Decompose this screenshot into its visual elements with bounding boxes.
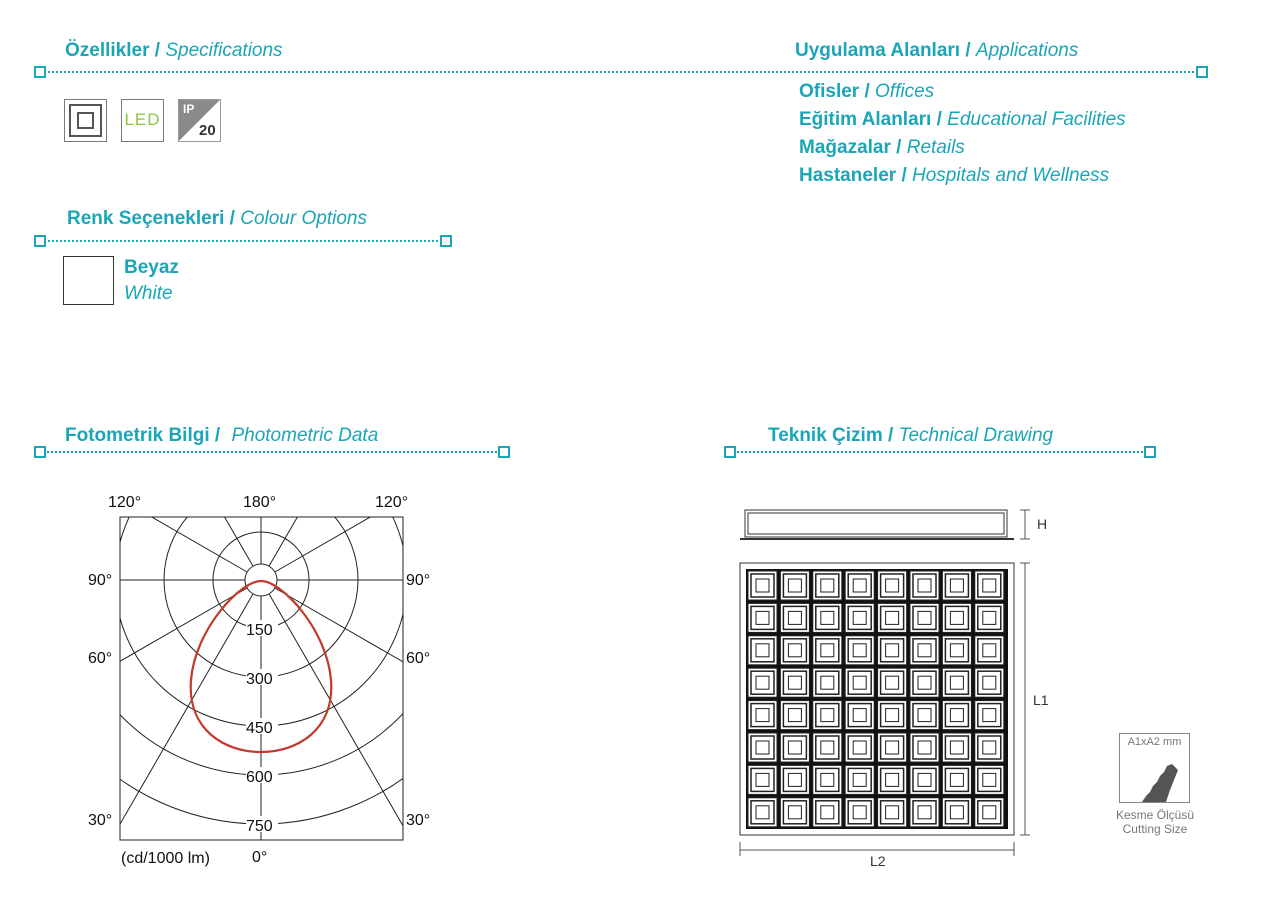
- photometric-title-en: Photometric Data: [231, 425, 379, 446]
- led-module: [942, 668, 971, 697]
- angle-label: 120°: [375, 494, 409, 511]
- led-module: [748, 668, 777, 697]
- colour-name-en: White: [124, 283, 173, 304]
- divider-end-square: [1144, 446, 1156, 458]
- led-module: [975, 603, 1004, 632]
- photometric-heading: [65, 425, 378, 447]
- led-module: [780, 571, 809, 600]
- led-module: [845, 571, 874, 600]
- angle-label: 90°: [88, 572, 113, 589]
- technical-heading: [768, 425, 1053, 447]
- dimension-l1: [1020, 563, 1030, 835]
- divider-end-square: [498, 446, 510, 458]
- led-module: [813, 701, 842, 730]
- led-module: [845, 765, 874, 794]
- led-module: [942, 603, 971, 632]
- polar-spoke: [180, 480, 253, 566]
- radial-label: 450: [246, 720, 273, 737]
- cutting-dims-label: A1xA2 mm: [1127, 736, 1182, 748]
- list-item: Mağazalar / Retails: [799, 137, 965, 158]
- led-module: [910, 668, 939, 697]
- led-module: [975, 798, 1004, 827]
- led-module: [910, 571, 939, 600]
- led-module: [780, 636, 809, 665]
- led-module: [910, 603, 939, 632]
- led-module: [845, 636, 874, 665]
- led-module: [942, 636, 971, 665]
- led-module: [942, 798, 971, 827]
- divider-end-square: [34, 66, 46, 78]
- cutting-size-tr: Kesme Ölçüsü: [1115, 808, 1195, 822]
- led-module: [845, 668, 874, 697]
- colour-name: [124, 255, 179, 307]
- side-view: [740, 510, 1014, 539]
- led-module: [878, 636, 907, 665]
- radial-label: 750: [246, 818, 273, 835]
- led-module: [975, 636, 1004, 665]
- led-module: [748, 571, 777, 600]
- colour-swatch-white: [63, 256, 114, 305]
- divider-end-square: [724, 446, 736, 458]
- radial-label: 150: [246, 622, 273, 639]
- unit-label: (cd/1000 lm): [121, 850, 210, 867]
- photometric-title-tr: Fotometrik Bilgi /: [65, 425, 221, 446]
- led-label: LED: [124, 110, 161, 129]
- led-module: [975, 701, 1004, 730]
- led-module: [910, 765, 939, 794]
- led-module: [748, 765, 777, 794]
- led-module: [748, 701, 777, 730]
- led-module: [780, 701, 809, 730]
- specifications-divider: [44, 71, 1194, 73]
- led-module: [975, 765, 1004, 794]
- colour-options-title-tr: Renk Seçenekleri /: [67, 208, 235, 229]
- radial-label: 600: [246, 769, 273, 786]
- angle-label: 180°: [243, 494, 277, 511]
- led-module: [975, 668, 1004, 697]
- led-module: [878, 733, 907, 762]
- technical-title-en: Technical Drawing: [898, 425, 1054, 446]
- led-module: [845, 603, 874, 632]
- led-module: [845, 701, 874, 730]
- dimension-label-l2: L2: [870, 853, 886, 869]
- technical-title-tr: Teknik Çizim /: [768, 425, 894, 446]
- applications-list: [799, 78, 1126, 190]
- polar-diagram: [0, 480, 500, 880]
- dimension-label-l1: L1: [1033, 692, 1049, 708]
- led-module: [878, 571, 907, 600]
- angle-label: 60°: [406, 650, 431, 667]
- ip20-icon: [178, 99, 221, 142]
- led-icon: [121, 99, 164, 142]
- applications-title-tr: Uygulama Alanları /: [795, 40, 971, 61]
- led-module: [878, 603, 907, 632]
- led-module: [910, 701, 939, 730]
- led-module: [845, 798, 874, 827]
- photometric-divider: [44, 451, 500, 453]
- led-module: [878, 668, 907, 697]
- divider-end-square: [34, 235, 46, 247]
- polar-spoke: [269, 594, 462, 880]
- led-module: [878, 798, 907, 827]
- led-module: [813, 603, 842, 632]
- top-view: [740, 563, 1014, 835]
- led-module: [780, 733, 809, 762]
- led-module: [910, 636, 939, 665]
- led-module: [910, 733, 939, 762]
- led-module: [878, 765, 907, 794]
- ip-value: 20: [199, 122, 216, 139]
- led-module: [748, 798, 777, 827]
- led-module: [748, 636, 777, 665]
- led-module: [942, 571, 971, 600]
- divider-end-square: [34, 446, 46, 458]
- angle-label: 60°: [88, 650, 113, 667]
- angle-label: 30°: [88, 812, 113, 829]
- angle-label: 90°: [406, 572, 431, 589]
- dimension-label-h: H: [1037, 516, 1048, 532]
- angle-label: 0°: [252, 849, 268, 866]
- colour-options-divider: [44, 240, 442, 242]
- led-module: [813, 571, 842, 600]
- divider-end-square: [440, 235, 452, 247]
- led-module: [813, 636, 842, 665]
- led-module: [942, 765, 971, 794]
- led-module: [942, 733, 971, 762]
- angle-label: 120°: [108, 494, 142, 511]
- led-module: [845, 733, 874, 762]
- specifications-heading: [65, 40, 283, 62]
- cutting-size-caption: [1104, 808, 1206, 836]
- dimension-h: [1020, 510, 1030, 539]
- led-module: [780, 765, 809, 794]
- led-module: [780, 603, 809, 632]
- list-item: Eğitim Alanları / Educational Facilities: [799, 109, 1126, 130]
- led-module: [910, 798, 939, 827]
- cutting-size-en: Cutting Size: [1122, 822, 1188, 836]
- led-module: [813, 733, 842, 762]
- list-item: Hastaneler / Hospitals and Wellness: [799, 165, 1110, 186]
- list-item: Ofisler / Offices: [799, 81, 935, 102]
- radial-label: 300: [246, 671, 273, 688]
- led-module: [975, 571, 1004, 600]
- cutting-size-icon: [1119, 733, 1190, 803]
- colour-options-title-en: Colour Options: [240, 208, 367, 229]
- led-module: [942, 701, 971, 730]
- applications-title-en: Applications: [975, 40, 1079, 61]
- colour-options-heading: [67, 208, 367, 230]
- led-module: [780, 798, 809, 827]
- led-module: [748, 733, 777, 762]
- specifications-title-tr: Özellikler /: [65, 40, 161, 61]
- led-module: [780, 668, 809, 697]
- specifications-title-en: Specifications: [165, 40, 283, 61]
- technical-divider: [734, 451, 1146, 453]
- led-module: [813, 765, 842, 794]
- led-module: [813, 798, 842, 827]
- led-module: [878, 701, 907, 730]
- led-module: [975, 733, 1004, 762]
- applications-heading: [795, 40, 1078, 62]
- colour-name-tr: Beyaz: [124, 257, 179, 278]
- class-ii-insulation-icon: [64, 99, 107, 142]
- angle-label: 30°: [406, 812, 431, 829]
- led-module: [813, 668, 842, 697]
- ip-label: IP: [183, 102, 195, 116]
- divider-end-square: [1196, 66, 1208, 78]
- polar-spoke: [60, 594, 253, 880]
- polar-spoke: [269, 480, 342, 566]
- led-module: [748, 603, 777, 632]
